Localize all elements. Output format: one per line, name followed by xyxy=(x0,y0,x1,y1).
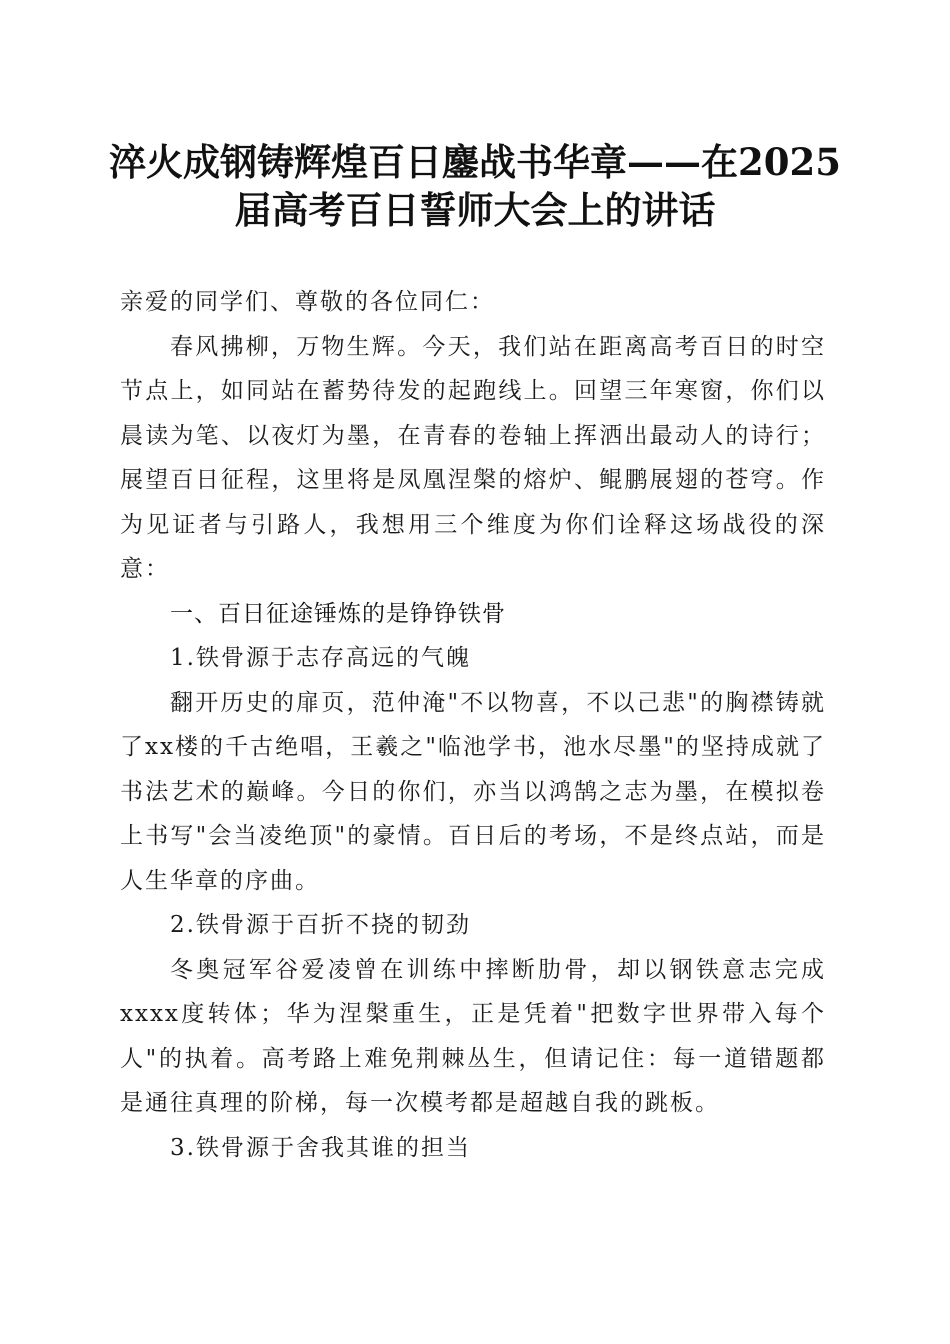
intro-paragraph: 春风拂柳，万物生辉。今天，我们站在距离高考百日的时空节点上，如同站在蓄势待发的起跑线上。回望三年寒窗，你们以晨读为笔、以夜灯为墨，在青春的卷轴上挥洒出最动人的诗行；展望百日征程，这里将是凤凰涅槃的熔炉、鲲鹏展翅的苍穹。作为见证者与引路人，我想用三个维度为你们诠释这场战役的深意： xyxy=(120,333,826,582)
title-line-1: 淬火成钢铸辉煌百日鏖战书华章——在2025 xyxy=(109,140,841,184)
subheading-3: 3.铁骨源于舍我其谁的担当 xyxy=(170,1134,471,1161)
section-heading-1: 一、百日征途锤炼的是铮铮铁骨 xyxy=(170,600,506,627)
title-line-2: 届高考百日誓师大会上的讲话 xyxy=(234,188,716,232)
document-title xyxy=(100,138,850,234)
body-paragraph-1: 翻开历史的扉页，范仲淹"不以物喜，不以己悲"的胸襟铸就了xx楼的千古绝唱，王羲之"临池学书，池水尽墨"的坚持成就了书法艺术的巅峰。今日的你们，亦当以鸿鹄之志为墨，在模拟卷上书写"会当凌绝顶"的豪情。百日后的考场，不是终点站，而是人生华章的序曲。 xyxy=(120,689,826,894)
document-body xyxy=(120,280,826,1170)
subheading-1: 1.铁骨源于志存高远的气魄 xyxy=(170,645,471,671)
salutation: 亲爱的同学们、尊敬的各位同仁： xyxy=(120,289,495,315)
body-paragraph-2: 冬奥冠军谷爱凌曾在训练中摔断肋骨，却以钢铁意志完成xxxx度转体；华为涅槃重生，正是凭着"把数字世界带入每个人"的执着。高考路上难免荆棘丛生，但请记住：每一道错题都是通往真理的阶梯，每一次模考都是超越自我的跳板。 xyxy=(120,956,826,1116)
subheading-2: 2.铁骨源于百折不挠的韧劲 xyxy=(170,912,471,938)
